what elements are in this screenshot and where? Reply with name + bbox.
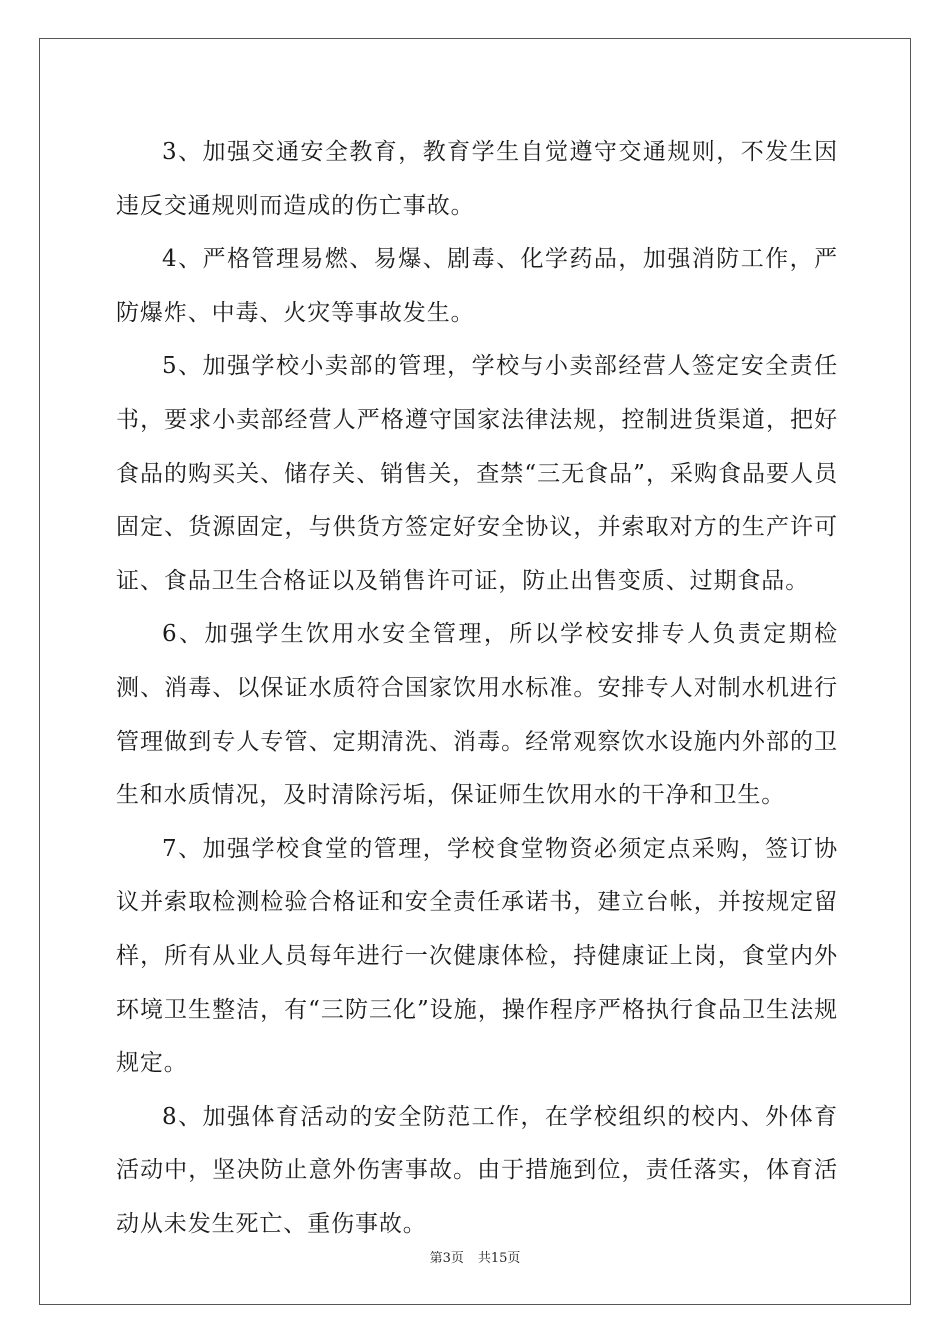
total-page-count: 共15页 xyxy=(477,1251,521,1266)
paragraph-item-6: 6、加强学生饮用水安全管理，所以学校安排专人负责定期检测、消毒、以保证水质符合国家饮用水标准。安排专人对制水机进行管理做到专人专管、定期清洗、消毒。经常观察饮水设施内外部的卫生和水质情况，及时清除污垢，保证师生饮用水的干净和卫生。 xyxy=(116,621,838,809)
paragraph-item-7: 7、加强学校食堂的管理，学校食堂物资必须定点采购，签订协议并索取检测检验合格证和安全责任承诺书，建立台帐，并按规定留样，所有从业人员每年进行一次健康体检，持健康证上岗，食堂内外环境卫生整洁，有“三防三化”设施，操作程序严格执行食品卫生法规规定。 xyxy=(116,835,838,1077)
paragraph-item-4: 4、严格管理易燃、易爆、剧毒、化学药品，加强消防工作，严防爆炸、中毒、火灾等事故发生。 xyxy=(116,246,838,326)
paragraph-item-5: 5、加强学校小卖部的管理，学校与小卖部经营人签定安全责任书，要求小卖部经营人严格遵守国家法律法规，控制进货渠道，把好食品的购买关、储存关、销售关，查禁“三无食品”，采购食品要人员固定、货源固定，与供货方签定好安全协议，并索取对方的生产许可证、食品卫生合格证以及销售许可证，防止出售变质、过期食品。 xyxy=(116,353,838,594)
current-page-number: 第3页 xyxy=(429,1251,464,1266)
paragraph-item-8: 8、加强体育活动的安全防范工作，在学校组织的校内、外体育活动中，坚决防止意外伤害事故。由于措施到位，责任落实，体育活动从未发生死亡、重伤事故。 xyxy=(116,1103,838,1237)
page-footer xyxy=(0,1247,950,1266)
paragraph-item-3: 3、加强交通安全教育，教育学生自觉遵守交通规则，不发生因违反交通规则而造成的伤亡事故。 xyxy=(116,139,838,219)
document-body xyxy=(116,126,838,1251)
